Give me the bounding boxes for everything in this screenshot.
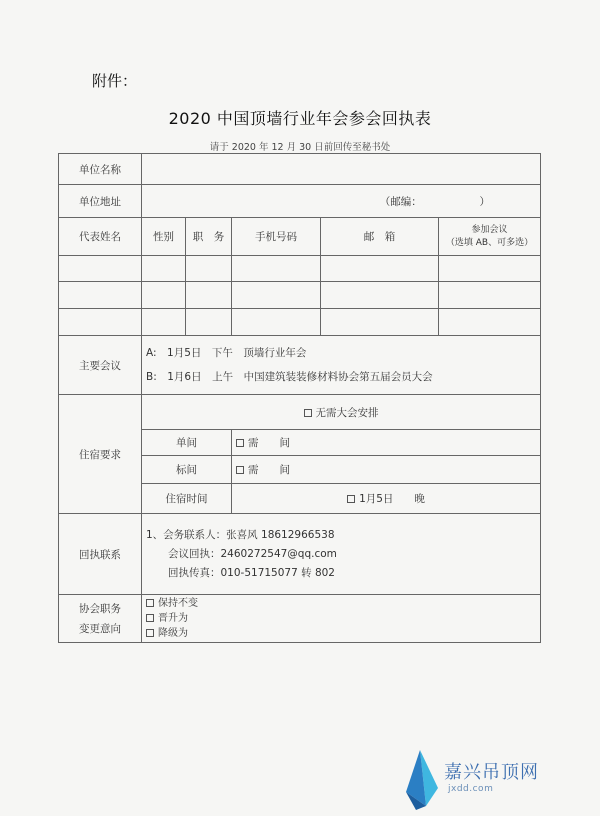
rep-cell[interactable]	[142, 309, 186, 336]
checkbox-icon[interactable]	[146, 614, 154, 622]
row-main-meeting	[59, 336, 541, 395]
main-meeting-options	[142, 336, 541, 395]
option-keep-text: 保持不变	[158, 598, 198, 609]
representative-row	[59, 256, 541, 282]
position-change-label	[59, 595, 142, 643]
rep-cell[interactable]	[59, 309, 142, 336]
contact-person: 1、会务联系人：张喜风 18612966538	[146, 528, 335, 541]
option-promote-text: 晋升为	[158, 613, 188, 624]
single-room-value: 需 间	[248, 437, 290, 449]
option-demote-text: 降级为	[158, 628, 188, 639]
page-title: 2020 中国顶墙行业年会参会回执表	[168, 109, 432, 128]
unit-name-label: 单位名称	[59, 154, 142, 185]
registration-form-table	[58, 153, 541, 643]
checkbox-icon[interactable]	[304, 409, 312, 417]
rep-cell[interactable]	[59, 282, 142, 309]
rep-cell[interactable]	[142, 256, 186, 282]
option-keep[interactable]	[146, 596, 536, 611]
main-meeting-label: 主要会议	[59, 336, 142, 395]
checkbox-icon[interactable]	[347, 495, 355, 503]
position-change-label-line2: 变更意向	[79, 622, 121, 635]
representative-row	[59, 309, 541, 336]
col-meeting-line1: 参加会议	[471, 224, 508, 235]
row-unit-name	[59, 154, 541, 185]
rep-cell[interactable]	[232, 256, 321, 282]
col-mobile: 手机号码	[232, 218, 321, 256]
checkbox-icon[interactable]	[146, 629, 154, 637]
watermark-name: 嘉兴吊顶网	[444, 762, 539, 783]
standard-room-value: 需 间	[248, 464, 290, 476]
single-room-option[interactable]	[232, 430, 541, 456]
col-position: 职 务	[186, 218, 232, 256]
rep-cell[interactable]	[186, 256, 232, 282]
rep-cell[interactable]	[232, 309, 321, 336]
watermark-url: jxdd.com	[448, 784, 494, 794]
checkbox-icon[interactable]	[236, 466, 244, 474]
rep-cell[interactable]	[186, 282, 232, 309]
row-representative-header	[59, 218, 541, 256]
position-change-label-line1: 协会职务	[79, 602, 121, 615]
stay-time-option[interactable]	[232, 484, 541, 514]
unit-name-field[interactable]	[142, 154, 541, 185]
no-lodging-text: 无需大会安排	[315, 406, 379, 419]
col-gender: 性别	[142, 218, 186, 256]
option-promote[interactable]	[146, 611, 536, 626]
unit-address-label: 单位地址	[59, 185, 142, 218]
contact-email: 会议回执：2460272547@qq.com	[168, 547, 337, 560]
single-room-label: 单间	[142, 430, 232, 456]
contact-fax: 回执传真：010-51715077 转 802	[168, 566, 335, 579]
lodging-label: 住宿要求	[59, 395, 142, 514]
rep-cell[interactable]	[59, 256, 142, 282]
rep-cell[interactable]	[142, 282, 186, 309]
rep-cell[interactable]	[186, 309, 232, 336]
rep-cell[interactable]	[321, 282, 439, 309]
postcode-text: （邮编： ）	[379, 195, 491, 208]
stay-time-label: 住宿时间	[142, 484, 232, 514]
meeting-option-a[interactable]: A: 1月5日 下午 顶墙行业年会	[146, 347, 307, 359]
checkbox-icon[interactable]	[236, 439, 244, 447]
rep-cell[interactable]	[321, 309, 439, 336]
rep-cell[interactable]	[439, 282, 541, 309]
no-lodging-option[interactable]	[142, 395, 541, 430]
page-subtitle: 请于 2020 年 12 月 30 日前回传至秘书处	[209, 142, 391, 153]
row-lodging-none	[59, 395, 541, 430]
rep-cell[interactable]	[439, 256, 541, 282]
position-change-options	[142, 595, 541, 643]
standard-room-label: 标间	[142, 456, 232, 484]
col-email: 邮 箱	[321, 218, 439, 256]
option-demote[interactable]	[146, 626, 536, 641]
row-contact	[59, 514, 541, 595]
attachment-label: 附件：	[92, 72, 138, 90]
unit-address-field[interactable]	[142, 185, 541, 218]
contact-info	[142, 514, 541, 595]
checkbox-icon[interactable]	[146, 599, 154, 607]
rep-cell[interactable]	[232, 282, 321, 309]
rep-cell[interactable]	[321, 256, 439, 282]
col-meeting	[439, 218, 541, 256]
col-meeting-line2: （选填 AB、可多选）	[445, 237, 534, 248]
representative-row	[59, 282, 541, 309]
row-unit-address	[59, 185, 541, 218]
standard-room-option[interactable]	[232, 456, 541, 484]
stay-time-value: 1月5日 晚	[359, 493, 425, 505]
meeting-option-b[interactable]: B: 1月6日 上午 中国建筑装装修材料协会第五届会员大会	[146, 371, 433, 383]
row-position-change	[59, 595, 541, 643]
rep-cell[interactable]	[439, 309, 541, 336]
col-rep-name: 代表姓名	[59, 218, 142, 256]
contact-label: 回执联系	[59, 514, 142, 595]
